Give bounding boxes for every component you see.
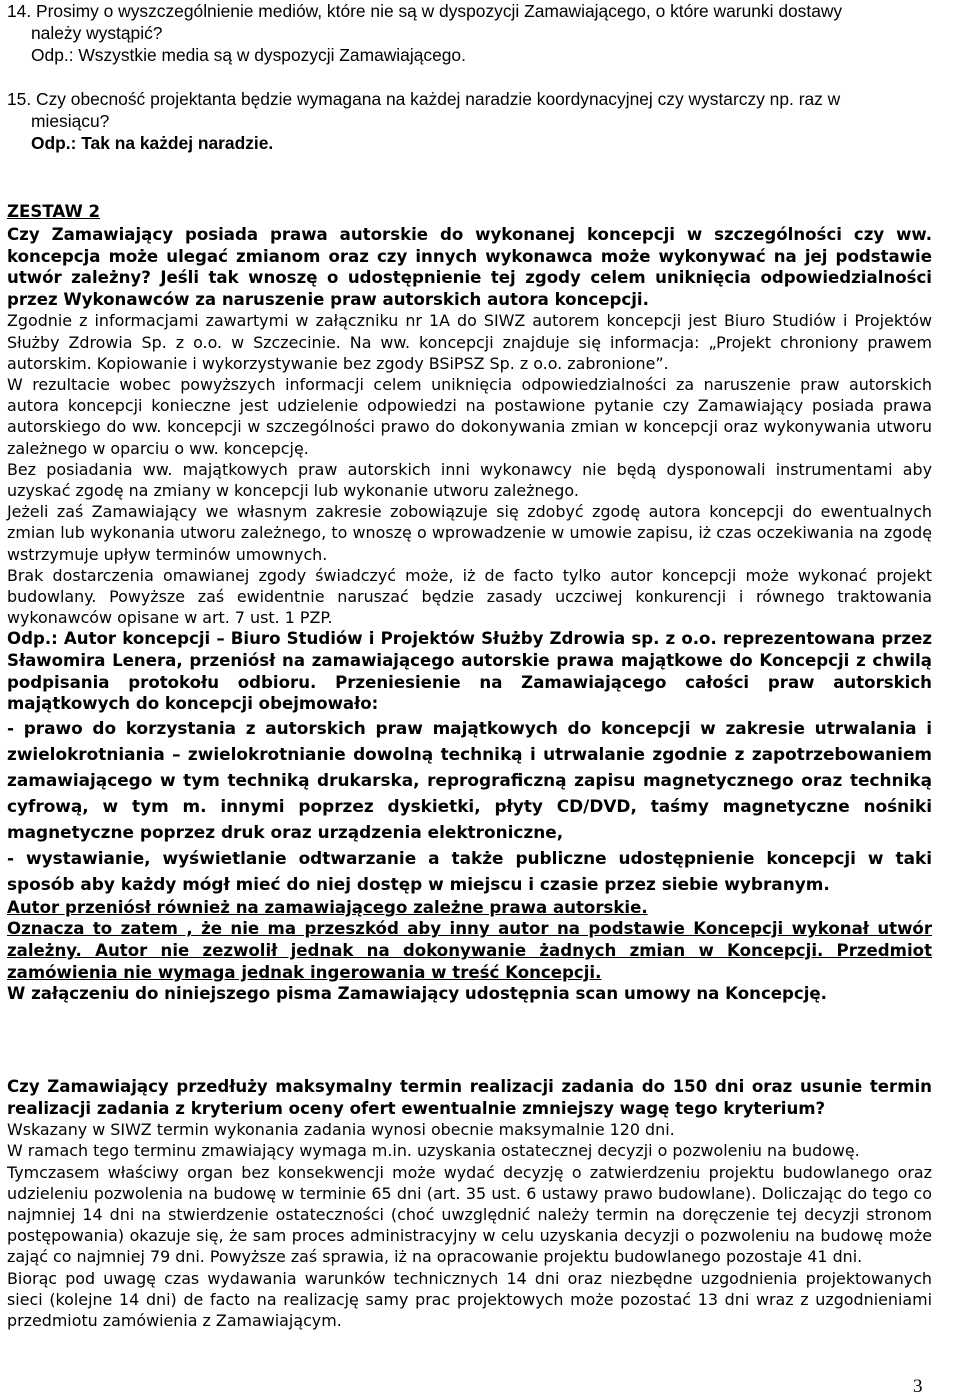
zestaw-paragraph-4: Jeżeli zaś Zamawiający we własnym zakresie zobowiązuje się zdobyć zgodę autora koncepcji do ewentualnych zmian lub wykonania utworu zależnego, to wnoszę o wprowadzenie w umowie zapisu, iż czas oczekiwania na zgodę wstrzymuje upływ terminów umownych. — [7, 502, 932, 564]
deadline-question: Czy Zamawiający przedłuży maksymalny termin realizacji zadania do 150 dni oraz usunie termin realizacji zadania z kryterium oceny ofert ewentualnie zmniejszy wagę tego kryterium? — [7, 1077, 932, 1118]
zestaw-heading-wrap — [7, 201, 100, 223]
rights-bullet-2: - wystawianie, wyświetlanie odtwarzanie a także publiczne udostępnienie koncepcji w taki sposób aby każdy mógł mieć do niej dostęp w miejscu i czasie przez siebie wybranym. — [7, 847, 932, 894]
deadline-paragraph-1: Wskazany w SIWZ termin wykonania zadania wynosi obecnie maksymalnie 120 dni. — [7, 1120, 675, 1140]
no-obstacles-note: Oznacza to zatem , że nie ma przeszkód aby inny autor na podstawie Koncepcji wykonał utwór zależny. Autor nie zezwolił jednak na dokonywanie żadnych zmian w Koncepcji. Przedmiot zamówienia nie wymaga jednak ingerowania w treść Koncepcji. — [7, 919, 932, 982]
question-15-text-line1: 15. Czy obecność projektanta będzie wymagana na każdej naradzie koordynacyjnej czy wystarczy np. raz w — [7, 89, 841, 109]
dependent-rights-note: Autor przeniósł również na zamawiającego zależne prawa autorskie. — [7, 897, 648, 917]
deadline-paragraph-4: Biorąc pod uwagę czas wydawania warunków technicznych 14 dni oraz niezbędne uzgodnienia projektowanych sieci (kolejne 14 dni) de facto na realizację samy prac projektowych może pozostać 13 dni wraz z uzgodnieniami przedmiotu zamówienia z Zamawiającym. — [7, 1268, 932, 1331]
deadline-question-section — [7, 1076, 932, 1331]
zestaw-paragraph-5: Brak dostarczenia omawianej zgody świadczyć może, iż de facto tylko autor koncepcji może wykonać projekt budowlany. Powyższe zaś ewidentnie naruszać będzie zasady uczciwej konkurencji i równego traktowania wykonawców opisane w art. 7 ust. 1 PZP. — [7, 565, 932, 628]
question-14-text-line1: 14. Prosimy o wyszczególnienie mediów, które nie są w dyspozycji Zamawiającego, o które warunki dostawy — [7, 1, 843, 21]
zestaw-paragraph-3: Bez posiadania ww. majątkowych praw autorskich inni wykonawcy nie będą dysponowali instrumentami aby uzyskać zgodę na zmiany w koncepcji lub wykonanie utworu zależnego. — [7, 459, 932, 500]
rights-bullet-1: - prawo do korzystania z autorskich praw majątkowych do koncepcji w zakresie utrwalania i zwielokrotniania – zwielokrotnianie dowolną techniką i utrwalanie zgodnie z zapotrzebowaniem zamawiającego w tym techniką drukarska, reprograficzną zapisu magnetycznego oraz techniką cyfrową, w tym m. innymi poprzez dyskietki, płyty CD/DVD, taśmy magnetyczne nośniki magnetyczne poprzez druk oraz urządzenia elektroniczne, — [7, 717, 932, 842]
zestaw-paragraph-1: Zgodnie z informacjami zawartymi w załączniku nr 1A do SIWZ autorem koncepcji jest Biuro Studiów i Projektów Służby Zdrowia Sp. z o.o. w Szczecinie. Na ww. koncepcji znajduje się informacja: „Projekt chroniony prawem autorskim. Kopiowanie i wykorzystywanie bez zgody BSiPSZ Sp. z o.o. zabronione”. — [7, 311, 932, 373]
zestaw-2-section — [7, 224, 932, 1005]
deadline-paragraph-3: Tymczasem właściwy organ bez konsekwencji może wydać decyzję o zatwierdzeniu projektu budowlanego oraz udzieleniu pozwolenia na budowę w terminie 65 dni (art. 35 ust. 6 ustawy prawo budowlane). Doliczając do tego co najmniej 14 dni na stwierdzenie ostateczności (choć uwzględnić należy termin na doręczenie tej decyzji stronom postępowania) okazuje się, że sam proces administracyjny w celu uzyskania decyzji o pozwoleniu na budowę może zająć co najmniej 79 dni. Powyższe zaś sprawia, iż na opracowanie projektu budowlanego pozostaje 41 dni. — [7, 1162, 932, 1267]
attachment-note: W załączeniu do niniejszego pisma Zamawiający udostępnia scan umowy na Koncepcję. — [7, 984, 827, 1004]
question-14 — [7, 0, 842, 66]
page-number: 3 — [913, 1376, 923, 1397]
question-15-text-line2: miesiącu? — [31, 111, 110, 131]
zestaw-paragraph-2: W rezultacie wobec powyższych informacji celem uniknięcia odpowiedzialności za naruszenie praw autorskich autora koncepcji konieczne jest udzielenie odpowiedzi na postawione pytanie czy Zamawiający posiada prawa autorskiego do ww. koncepcji w szczególności prawo do dokonywania zmian w koncepcji oraz wykonywania utworu zależnego w oparciu o ww. koncepcję. — [7, 374, 932, 458]
zestaw-answer: Odp.: Autor koncepcji – Biuro Studiów i Projektów Służby Zdrowia sp. z o.o. reprezentowana przez Sławomira Lenera, przeniósł na zamawiającego autorskie prawa majątkowe do Koncepcji z chwilą podpisania protokołu odbioru. Przeniesienie na Zamawiającego całości praw autorskich majątkowych do koncepcji obejmowało: — [7, 629, 932, 714]
question-14-text-line2: należy wystąpić? — [31, 23, 163, 43]
zestaw-title: ZESTAW 2 — [7, 202, 101, 221]
zestaw-question: Czy Zamawiający posiada prawa autorskie do wykonanej koncepcji w szczególności czy ww. koncepcja może ulegać zmianom oraz czy innych wykonawca może wykonywać na jej podstawie utwór zależny? Jeśli tak wnoszę o udostępnienie tej zgody celem uniknięcia odpowiedzialności przez Wykonawców za naruszenie praw autorskich autora koncepcji. — [7, 225, 932, 309]
question-14-answer: Odp.: Wszystkie media są w dyspozycji Zamawiającego. — [31, 45, 466, 65]
deadline-paragraph-2: W ramach tego terminu zmawiający wymaga m.in. uzyskania ostatecznej decyzji o pozwoleniu na budowę. — [7, 1141, 860, 1161]
question-15 — [7, 88, 840, 154]
question-15-answer: Odp.: Tak na każdej naradzie. — [31, 133, 274, 153]
